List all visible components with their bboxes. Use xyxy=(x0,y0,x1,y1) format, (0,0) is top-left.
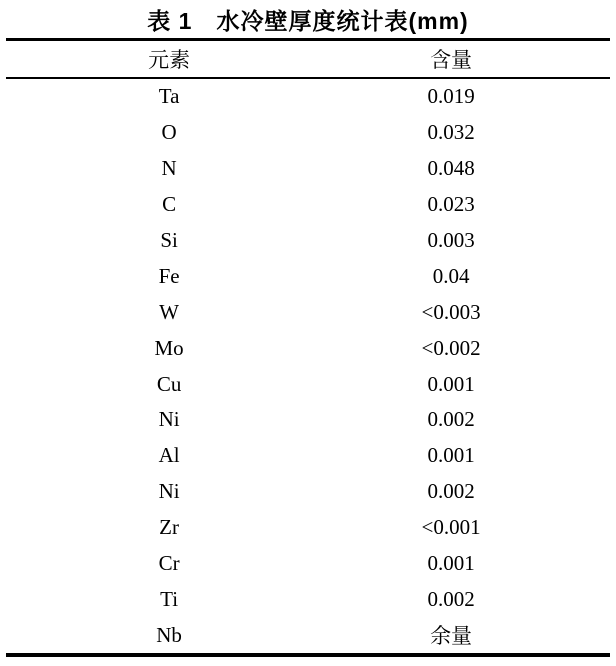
element-cell: Mo xyxy=(154,335,184,360)
table-body xyxy=(6,79,610,653)
table-row xyxy=(6,294,610,330)
element-cell: W xyxy=(159,299,179,324)
table-row xyxy=(6,330,610,366)
element-cell: Al xyxy=(158,443,180,468)
element-cell: O xyxy=(161,120,177,145)
value-cell: 0.003 xyxy=(427,228,475,252)
element-cell: Nb xyxy=(156,622,182,647)
element-cell: Fe xyxy=(158,263,180,288)
element-cell: Ti xyxy=(160,586,179,611)
value-cell: 0.002 xyxy=(427,407,475,432)
table-header-row xyxy=(6,41,610,79)
value-cell: 0.002 xyxy=(427,586,475,611)
table-row xyxy=(6,223,610,259)
value-cell: 0.002 xyxy=(427,479,475,504)
element-cell: Zr xyxy=(159,515,179,540)
table-row xyxy=(6,79,610,115)
value-cell: 0.001 xyxy=(427,551,475,576)
table-row xyxy=(6,151,610,187)
element-cell: Si xyxy=(160,228,178,252)
value-cell: <0.003 xyxy=(421,299,481,324)
value-cell: 0.019 xyxy=(427,84,475,109)
value-cell: 0.001 xyxy=(427,443,475,468)
data-table xyxy=(6,38,610,657)
column-header-element: 元素 xyxy=(148,48,191,72)
table-row xyxy=(6,402,610,438)
table-row xyxy=(6,187,610,223)
element-cell: C xyxy=(162,192,177,217)
table-row xyxy=(6,115,610,151)
table-row xyxy=(6,366,610,402)
table-row xyxy=(6,474,610,510)
table-row xyxy=(6,438,610,474)
element-cell: Ta xyxy=(158,84,180,109)
value-cell: 余量 xyxy=(430,624,473,649)
value-cell: 0.001 xyxy=(427,371,475,396)
table-row xyxy=(6,546,610,582)
value-cell: 0.023 xyxy=(427,192,475,217)
value-cell: 0.048 xyxy=(427,156,475,181)
value-cell: 0.04 xyxy=(432,263,470,288)
table-row xyxy=(6,617,610,653)
column-header-content: 含量 xyxy=(430,48,473,72)
table-row xyxy=(6,510,610,546)
value-cell: <0.001 xyxy=(421,515,481,540)
value-cell: <0.002 xyxy=(421,335,481,360)
element-cell: Cr xyxy=(158,551,180,576)
element-cell: Ni xyxy=(158,407,180,432)
element-cell: Ni xyxy=(158,479,180,504)
element-cell: N xyxy=(161,156,177,181)
table-row xyxy=(6,258,610,294)
element-cell: Cu xyxy=(156,371,182,396)
table-title: 表 1 水冷壁厚度统计表(mm) xyxy=(147,8,469,34)
table-row xyxy=(6,581,610,617)
value-cell: 0.032 xyxy=(427,120,475,145)
